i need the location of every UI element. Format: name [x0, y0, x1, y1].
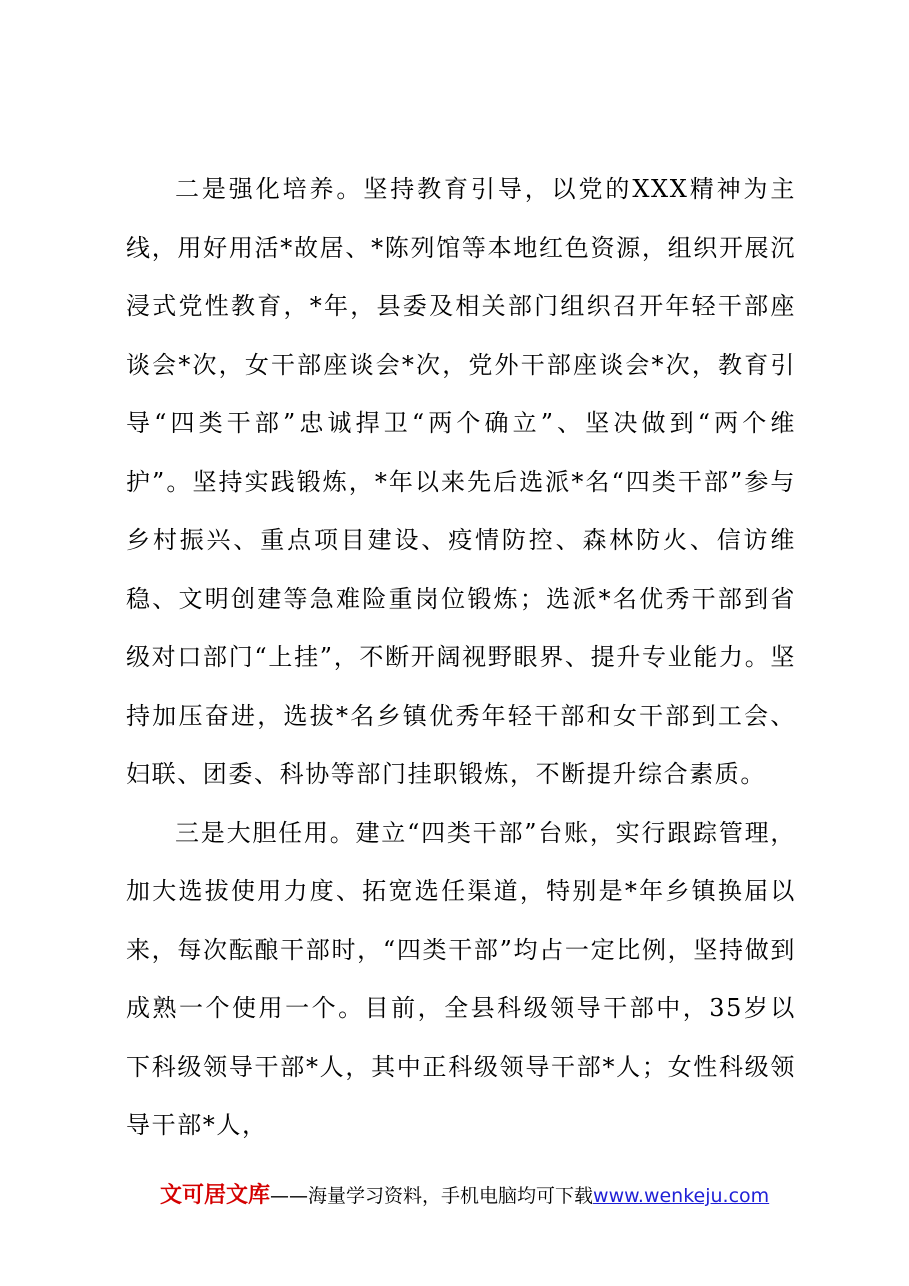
- footer-brand: 文可居文库: [160, 1183, 271, 1208]
- paragraph-appointment: 三是大胆任用。建立“四类干部”台账，实行跟踪管理，加大选拔使用力度、拓宽选任渠道，特别是*年乡镇换届以来，每次酝酿干部时，“四类干部”均占一定比例，坚持做到成熟一个使用一个。目前，全县科级领导干部中，35岁以下科级领导干部*人，其中正科级领导干部*人；女性科级领导干部*人，: [126, 818, 796, 1139]
- footer-slogan: ——海量学习资料，手机电脑均可下载: [270, 1185, 594, 1207]
- footer-url-link[interactable]: www.wenkeju.com: [593, 1185, 770, 1207]
- footer-banner: [160, 1181, 800, 1211]
- document-body: [126, 160, 796, 1155]
- paragraph-training: 二是强化培养。坚持教育引导，以党的XXX精神为主线，用好用活*故居、*陈列馆等本地红色资源，组织开展沉浸式党性教育，*年，县委及相关部门组织召开年轻干部座谈会*次，女干部座谈会*次，党外干部座谈会*次，教育引导“四类干部”忠诚捍卫“两个确立”、坚决做到“两个维护”。坚持实践锻炼，*年以来先后选派*名“四类干部”参与乡村振兴、重点项目建设、疫情防控、森林防火、信访维稳、文明创建等急难险重岗位锻炼；选派*名优秀干部到省级对口部门“上挂”，不断开阔视野眼界、提升专业能力。坚持加压奋进，选拔*名乡镇优秀年轻干部和女干部到工会、妇联、团委、科协等部门挂职锻炼，不断提升综合素质。: [126, 175, 796, 788]
